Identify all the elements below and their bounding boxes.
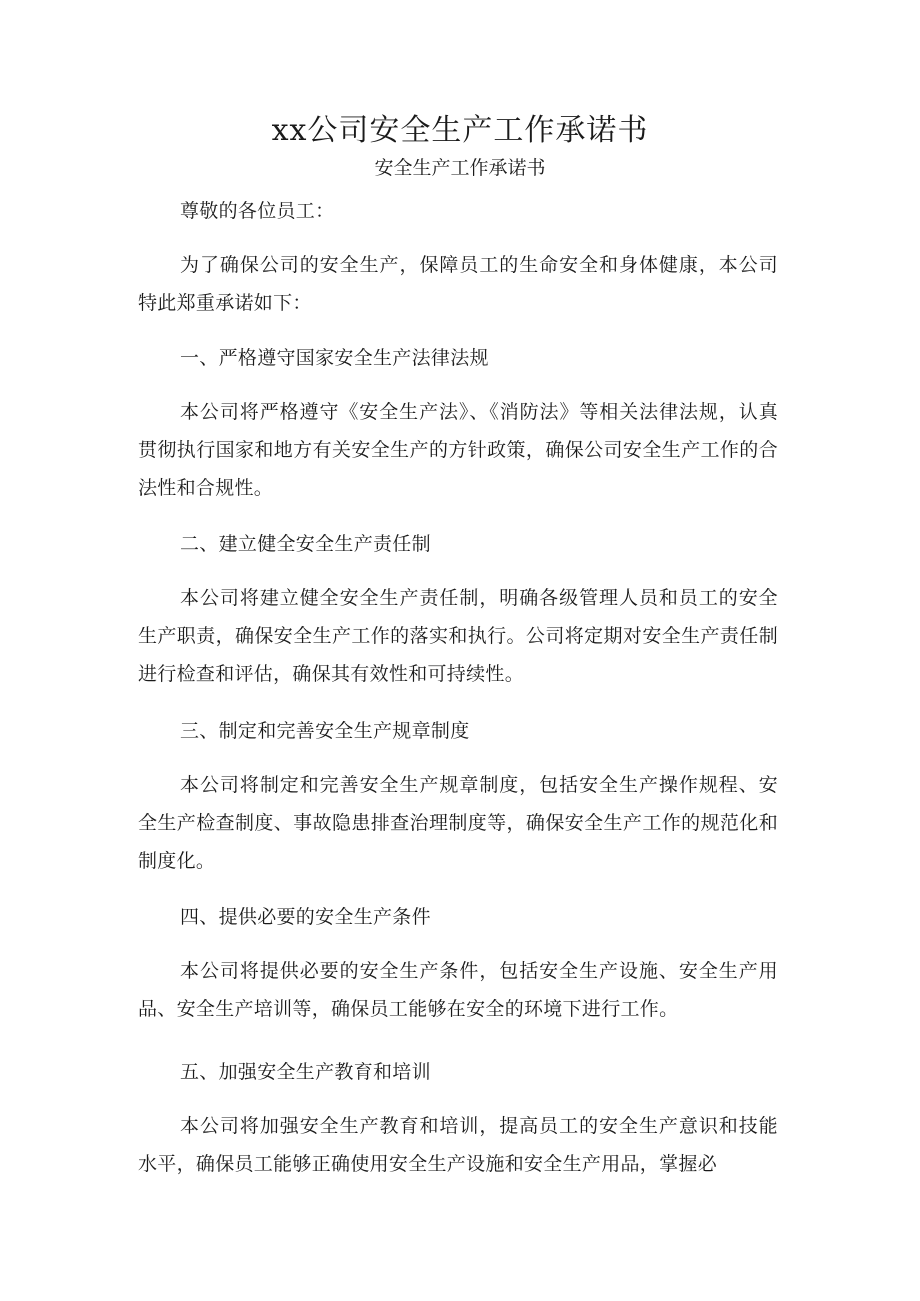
section-body-3: 本公司将制定和完善安全生产规章制度，包括安全生产操作规程、安全生产检查制度、事故隐患排查治理制度等，确保安全生产工作的规范化和制度化。 bbox=[138, 774, 778, 872]
section-heading-2: 二、建立健全安全生产责任制 bbox=[180, 533, 431, 555]
section-heading-1: 一、严格遵守国家安全生产法律法规 bbox=[180, 347, 489, 369]
document-subtitle: 安全生产工作承诺书 bbox=[374, 157, 546, 179]
section-body-4: 本公司将提供必要的安全生产条件，包括安全生产设施、安全生产用品、安全生产培训等，确保员工能够在安全的环境下进行工作。 bbox=[138, 960, 778, 1020]
salutation: 尊敬的各位员工： bbox=[180, 200, 335, 222]
section-heading-5: 五、加强安全生产教育和培训 bbox=[180, 1061, 431, 1083]
section-heading-4: 四、提供必要的安全生产条件 bbox=[180, 906, 431, 928]
section-body-5: 本公司将加强安全生产教育和培训，提高员工的安全生产意识和技能水平，确保员工能够正确使用安全生产设施和安全生产用品，掌握必 bbox=[138, 1115, 778, 1175]
intro-paragraph: 为了确保公司的安全生产，保障员工的生命安全和身体健康，本公司特此郑重承诺如下： bbox=[138, 254, 778, 314]
section-body-1: 本公司将严格遵守《安全生产法》、《消防法》等相关法律法规，认真贯彻执行国家和地方有关安全生产的方针政策，确保公司安全生产工作的合法性和合规性。 bbox=[138, 401, 778, 499]
document-title: xx公司安全生产工作承诺书 bbox=[271, 113, 649, 148]
section-heading-3: 三、制定和完善安全生产规章制度 bbox=[180, 720, 470, 742]
section-body-2: 本公司将建立健全安全生产责任制，明确各级管理人员和员工的安全生产职责，确保安全生产工作的落实和执行。公司将定期对安全生产责任制进行检查和评估，确保其有效性和可持续性。 bbox=[138, 587, 778, 685]
